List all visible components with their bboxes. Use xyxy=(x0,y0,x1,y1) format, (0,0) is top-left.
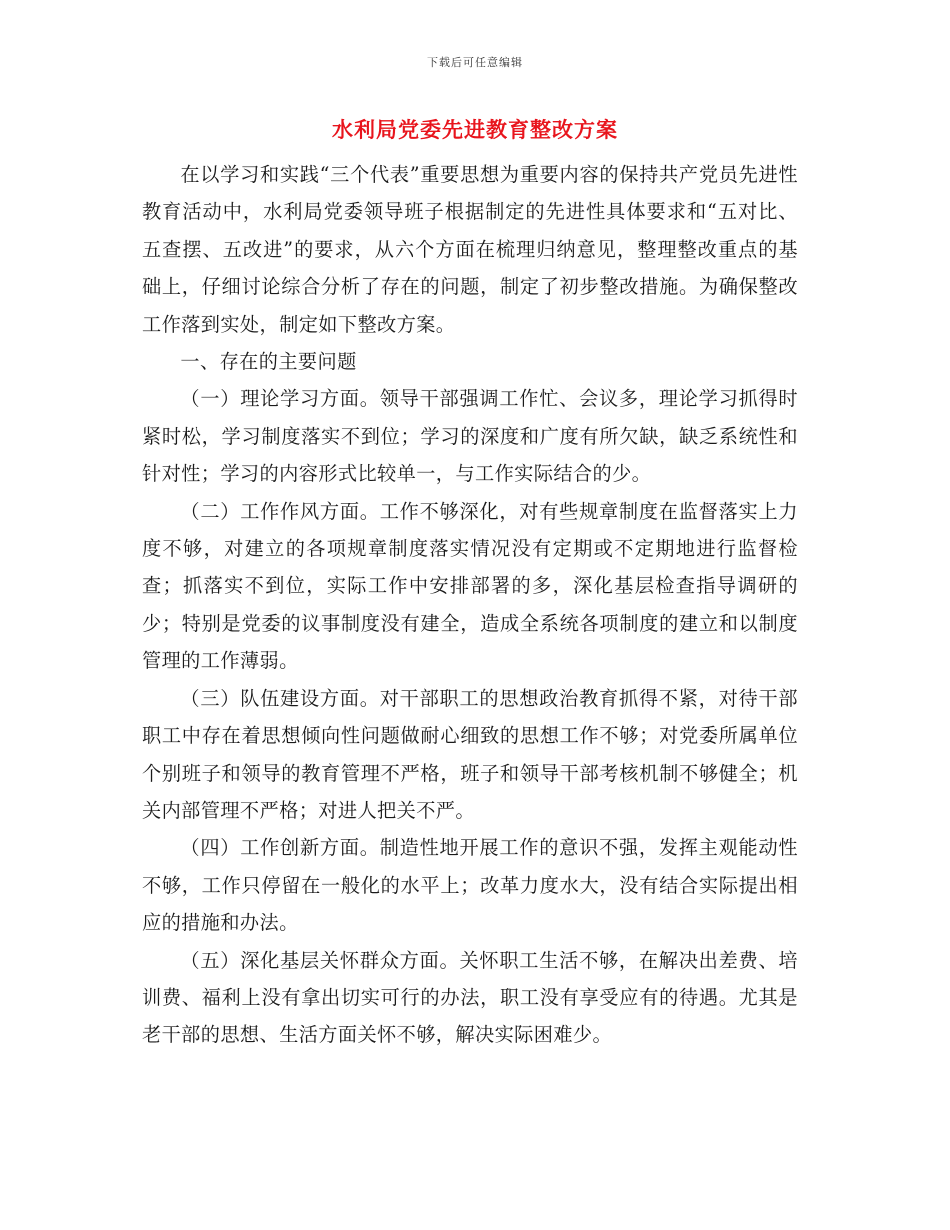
issue-paragraph-theory: （一）理论学习方面。领导干部强调工作忙、会议多，理论学习抓得时紧时松，学习制度落实不到位；学习的深度和广度有所欠缺，缺乏系统性和针对性；学习的内容形式比较单一，与工作实际结合的少。 xyxy=(142,387,798,486)
issue-paragraph-innovation: （四）工作创新方面。制造性地开展工作的意识不强，发挥主观能动性不够，工作只停留在一般化的水平上；改革力度水大，没有结合实际提出相应的措施和办法。 xyxy=(142,836,798,935)
document-body xyxy=(142,156,798,1054)
issue-paragraph-caring: （五）深化基层关怀群众方面。关怀职工生活不够，在解决出差费、培训费、福利上没有拿出切实可行的办法，职工没有享受应有的待遇。尤其是老干部的思想、生活方面关怀不够，解决实际困难少。 xyxy=(142,948,798,1047)
intro-paragraph: 在以学习和实践“三个代表”重要思想为重要内容的保持共产党员先进性教育活动中，水利局党委领导班子根据制定的先进性具体要求和“五对比、五查摆、五改进”的要求，从六个方面在梳理归纳意见，整理整改重点的基础上，仔细讨论综合分析了存在的问题，制定了初步整改措施。为确保整改工作落到实处，制定如下整改方案。 xyxy=(142,163,798,336)
header-note: 下载后可任意编辑 xyxy=(427,56,523,69)
issue-paragraph-work-style: （二）工作作风方面。工作不够深化，对有些规章制度在监督落实上力度不够，对建立的各项规章制度落实情况没有定期或不定期地进行监督检查；抓落实不到位，实际工作中安排部署的多，深化基层检查指导调研的少；特别是党委的议事制度没有建全，造成全系统各项制度的建立和以制度管理的工作薄弱。 xyxy=(142,499,798,673)
document-title: 水利局党委先进教育整改方案 xyxy=(332,118,618,142)
issue-paragraph-team-building: （三）队伍建设方面。对干部职工的思想政治教育抓得不紧，对待干部职工中存在着思想倾向性问题做耐心细致的思想工作不够；对党委所属单位个别班子和领导的教育管理不严格，班子和领导干部考核机制不够健全；机关内部管理不严格；对进人把关不严。 xyxy=(142,686,798,822)
section-heading: 一、存在的主要问题 xyxy=(180,350,357,374)
